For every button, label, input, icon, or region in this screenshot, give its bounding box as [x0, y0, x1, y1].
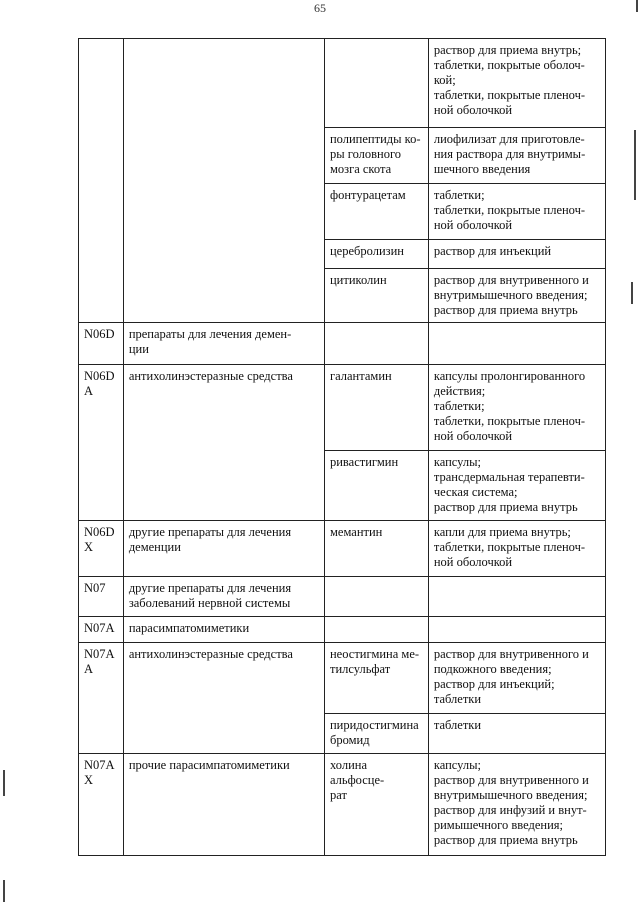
forms-cell: раствор для внутривенного и внутримышечного введения; раствор для приема внутрь — [428, 269, 605, 323]
scan-edge-mark — [634, 130, 636, 200]
code-cell: N06D — [79, 323, 124, 365]
forms-cell: раствор для внутривенного и подкожного введения; раствор для инъекций; таблетки — [428, 643, 605, 714]
forms-cell: лиофилизат для приготовле- ния раствора для внутримы- шечного введения — [428, 128, 605, 184]
drug-cell: холина альфосце- рат — [324, 754, 428, 856]
drug-cell: пиридостигмина бромид — [324, 714, 428, 754]
drug-cell: неостигмина ме- тилсульфат — [324, 643, 428, 714]
code-cell: N07A — [79, 617, 124, 643]
group-cell: другие препараты для лечения заболеваний нервной системы — [123, 577, 324, 617]
group-cell: антихолинэстеразные средства — [123, 365, 324, 521]
group-cell: антихолинэстеразные средства — [123, 643, 324, 754]
scan-edge-mark — [3, 770, 5, 796]
drug-cell: мемантин — [324, 521, 428, 577]
drug-cell — [324, 577, 428, 617]
table-row — [79, 754, 606, 856]
code-cell: N07AA — [79, 643, 124, 754]
scan-edge-mark — [631, 282, 633, 304]
drug-cell: галантамин — [324, 365, 428, 451]
code-cell: N07 — [79, 577, 124, 617]
forms-cell: таблетки; таблетки, покрытые пленоч- ной оболочкой — [428, 184, 605, 240]
drug-cell — [324, 323, 428, 365]
scan-edge-mark — [3, 880, 5, 902]
code-cell: N06DA — [79, 365, 124, 521]
table-row — [79, 617, 606, 643]
group-cell: парасимпатомиметики — [123, 617, 324, 643]
scan-edge-mark — [636, 0, 638, 12]
code-cell — [79, 39, 124, 323]
drug-classification-table — [78, 38, 606, 856]
table-row — [79, 39, 606, 128]
table-row — [79, 521, 606, 577]
page-number: 65 — [314, 1, 326, 15]
forms-cell: капсулы пролонгированного действия; таблетки; таблетки, покрытые пленоч- ной оболочкой — [428, 365, 605, 451]
forms-cell: таблетки — [428, 714, 605, 754]
table-row — [79, 365, 606, 451]
drug-cell: фонтурацетам — [324, 184, 428, 240]
code-cell: N06DX — [79, 521, 124, 577]
table-row — [79, 323, 606, 365]
forms-cell: капли для приема внутрь; таблетки, покрытые пленоч- ной оболочкой — [428, 521, 605, 577]
group-cell — [123, 39, 324, 323]
forms-cell — [428, 577, 605, 617]
drug-cell — [324, 617, 428, 643]
drug-cell: цитиколин — [324, 269, 428, 323]
drug-cell — [324, 39, 428, 128]
forms-cell: раствор для приема внутрь; таблетки, покрытые оболоч- кой; таблетки, покрытые пленоч- ной оболочкой — [428, 39, 605, 128]
forms-cell: раствор для инъекций — [428, 240, 605, 269]
forms-cell — [428, 617, 605, 643]
table-row — [79, 643, 606, 714]
drug-cell: полипептиды ко- ры головного мозга скота — [324, 128, 428, 184]
group-cell: другие препараты для лечения деменции — [123, 521, 324, 577]
forms-cell: капсулы; трансдермальная терапевти- ческая система; раствор для приема внутрь — [428, 451, 605, 521]
table-row — [79, 577, 606, 617]
forms-cell: капсулы; раствор для внутривенного и внутримышечного введения; раствор для инфузий и внут- римышечного введения; раствор для приема внутрь — [428, 754, 605, 856]
drug-cell: ривастигмин — [324, 451, 428, 521]
code-cell: N07AX — [79, 754, 124, 856]
group-cell: препараты для лечения демен- ции — [123, 323, 324, 365]
group-cell: прочие парасимпатомиметики — [123, 754, 324, 856]
drug-cell: церебролизин — [324, 240, 428, 269]
forms-cell — [428, 323, 605, 365]
